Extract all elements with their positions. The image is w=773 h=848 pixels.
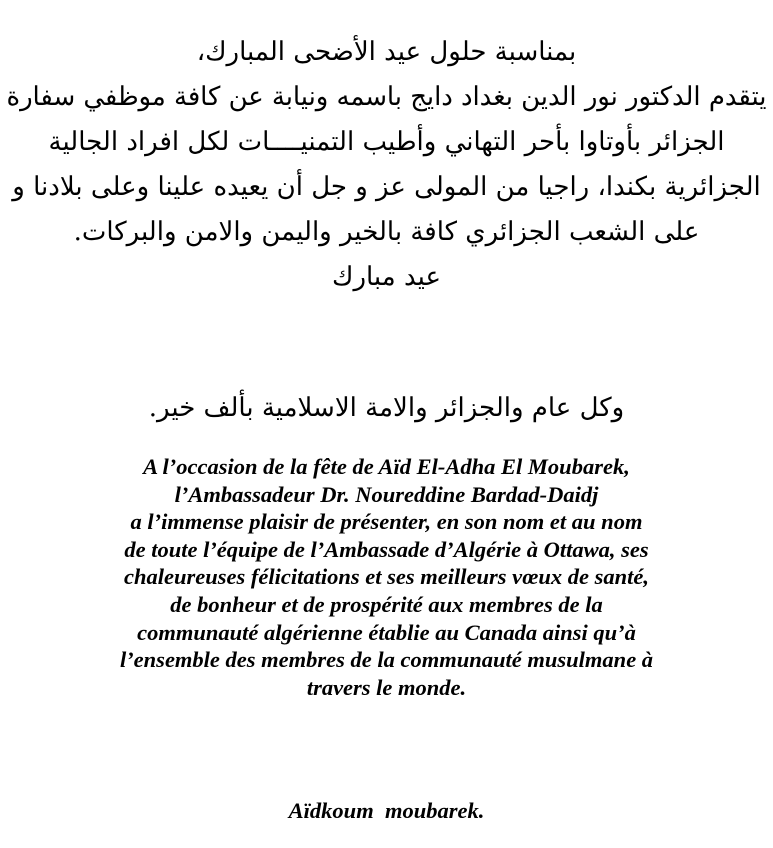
french-line-community: communauté algérienne établie au Canada ainsi qu’à (137, 619, 636, 645)
french-line-wishes: chaleureuses félicitations et ses meilleurs vœux de santé, (124, 564, 649, 590)
french-line-muslim-community: l’ensemble des membres de la communauté musulmane à (119, 647, 654, 673)
french-line-pleasure: a l’immense plaisir de présenter, en son nom et au nom (130, 509, 643, 535)
french-line-embassy: de toute l’équipe de l’Ambassade d’Algérie à Ottawa, ses (124, 536, 649, 562)
arabic-greeting (0, 30, 773, 300)
arabic-closing: وكل عام والجزائر والامة الاسلامية بألف خير. (148, 393, 625, 423)
arabic-line-wishes: الجزائر بأوتاوا بأحر التهاني وأطيب التمنيــــات لكل افراد الجالية (48, 127, 725, 157)
french-line-occasion: A l’occasion de la fête de Aïd El-Adha El Moubarek, (143, 454, 630, 479)
french-line-ambassador: l’Ambassadeur Dr. Noureddine Bardad-Daidj (174, 481, 599, 507)
french-closing: Aïdkoum moubarek. (288, 798, 485, 823)
arabic-line-community: الجزائرية بكندا، راجيا من المولى عز و جل أن يعيده علينا وعلى بلادنا و (12, 172, 761, 202)
french-line-world: travers le monde. (306, 674, 467, 700)
arabic-line-ambassador: يتقدم الدكتور نور الدين بغداد دايج باسمه ونيابة عن كافة موظفي سفارة (6, 82, 767, 112)
arabic-line-eid-mubarak: عيد مبارك (332, 262, 441, 292)
arabic-line-people: على الشعب الجزائري كافة بالخير واليمن والامن والبركات. (73, 217, 700, 247)
arabic-line-occasion: بمناسبة حلول عيد الأضحى المبارك، (196, 37, 577, 67)
french-greeting (0, 453, 773, 701)
french-line-prosperity: de bonheur et de prospérité aux membres de la (170, 591, 603, 617)
